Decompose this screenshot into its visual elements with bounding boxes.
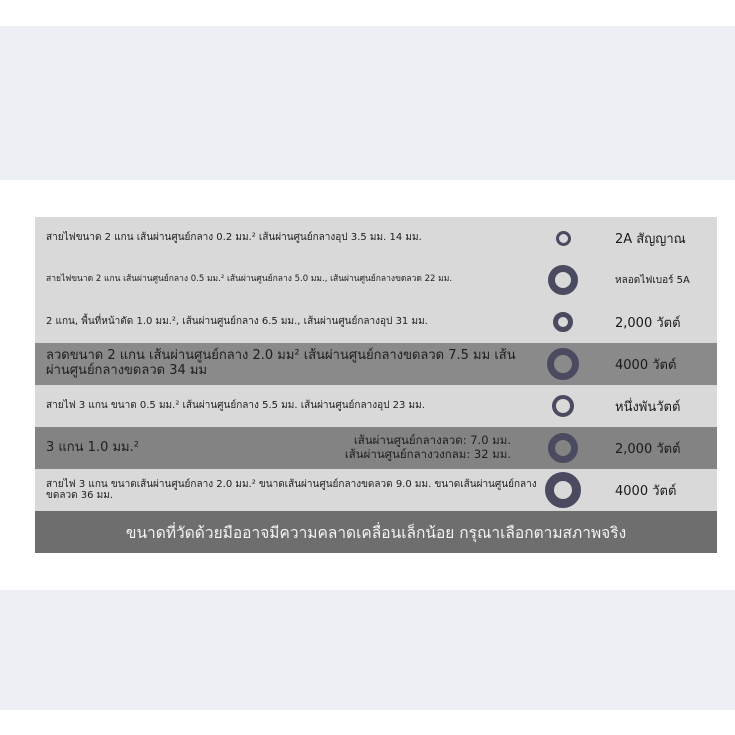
wire-diameter-text: เส้นผ่านศูนย์กลางลวด: 7.0 มม. [353, 433, 511, 448]
table-row [35, 469, 717, 511]
large-ring-icon [545, 427, 581, 469]
row-power: 4000 วัตต์ [615, 483, 677, 499]
row-description: สายไฟ 3 แกน ขนาด 0.5 มม.² เส้นผ่านศูนย์กลาง 5.5 มม. เส้นผ่านศูนย์กลางอุป 23 มม. [46, 400, 425, 412]
table-row [35, 217, 717, 259]
small-ring-icon [545, 217, 581, 259]
row-description: สายไฟ 3 แกน ขนาดเส้นผ่านศูนย์กลาง 2.0 มม.² ขนาดเส้นผ่านศูนย์กลางขดลวด 9.0 มม. ขนาดเส้นผ่านศูนย์กลางขดลวด 36 มม. [46, 478, 537, 501]
table-row [35, 385, 717, 427]
row-description: 3 แกน 1.0 มม.² [46, 439, 139, 455]
medium-ring-icon [545, 301, 581, 343]
footer-note: ขนาดที่วัดด้วยมืออาจมีความคลาดเคลื่อนเล็กน้อย กรุณาเลือกตามสภาพจริง [35, 511, 717, 553]
table-row [35, 259, 717, 301]
xlarge-ring-icon [545, 469, 581, 511]
large-ring-icon [545, 343, 581, 385]
row-power: 2A สัญญาณ [615, 231, 686, 247]
table-row [35, 301, 717, 343]
table-row [35, 343, 717, 385]
row-description-right [285, 427, 511, 469]
row-power: 2,000 วัตต์ [615, 441, 681, 457]
row-power: หลอดไฟเบอร์ 5A [615, 274, 690, 286]
coil-diameter-text: เส้นผ่านศูนย์กลางวงกลม: 32 มม. [344, 447, 511, 461]
row-description: 2 แกน, พื้นที่หน้าตัด 1.0 มม.², เส้นผ่านศูนย์กลาง 6.5 มม., เส้นผ่านศูนย์กลางอุป 31 มม. [46, 316, 428, 328]
top-background-band [0, 26, 735, 180]
large-ring-icon [545, 259, 581, 301]
row-power: 4000 วัตต์ [615, 357, 677, 373]
bottom-background-band [0, 590, 735, 710]
medium-ring-icon [545, 385, 581, 427]
row-description: สายไฟขนาด 2 แกน เส้นผ่านศูนย์กลาง 0.5 มม.² เส้นผ่านศูนย์กลาง 5.0 มม., เส้นผ่านศูนย์กลางขดลวด 22 มม. [46, 274, 453, 285]
row-power: หนึ่งพันวัตต์ [615, 399, 681, 415]
row-description: สายไฟขนาด 2 แกน เส้นผ่านศูนย์กลาง 0.2 มม.² เส้นผ่านศูนย์กลางอุป 3.5 มม. 14 มม. [46, 232, 422, 244]
row-power: 2,000 วัตต์ [615, 315, 681, 331]
table-row [35, 427, 717, 469]
row-description: ลวดขนาด 2 แกน เส้นผ่านศูนย์กลาง 2.0 มม² เส้นผ่านศูนย์กลางขดลวด 7.5 มม เส้นผ่านศูนย์กลางขดลวด 34 มม [46, 348, 516, 378]
cable-spec-table [35, 217, 717, 553]
